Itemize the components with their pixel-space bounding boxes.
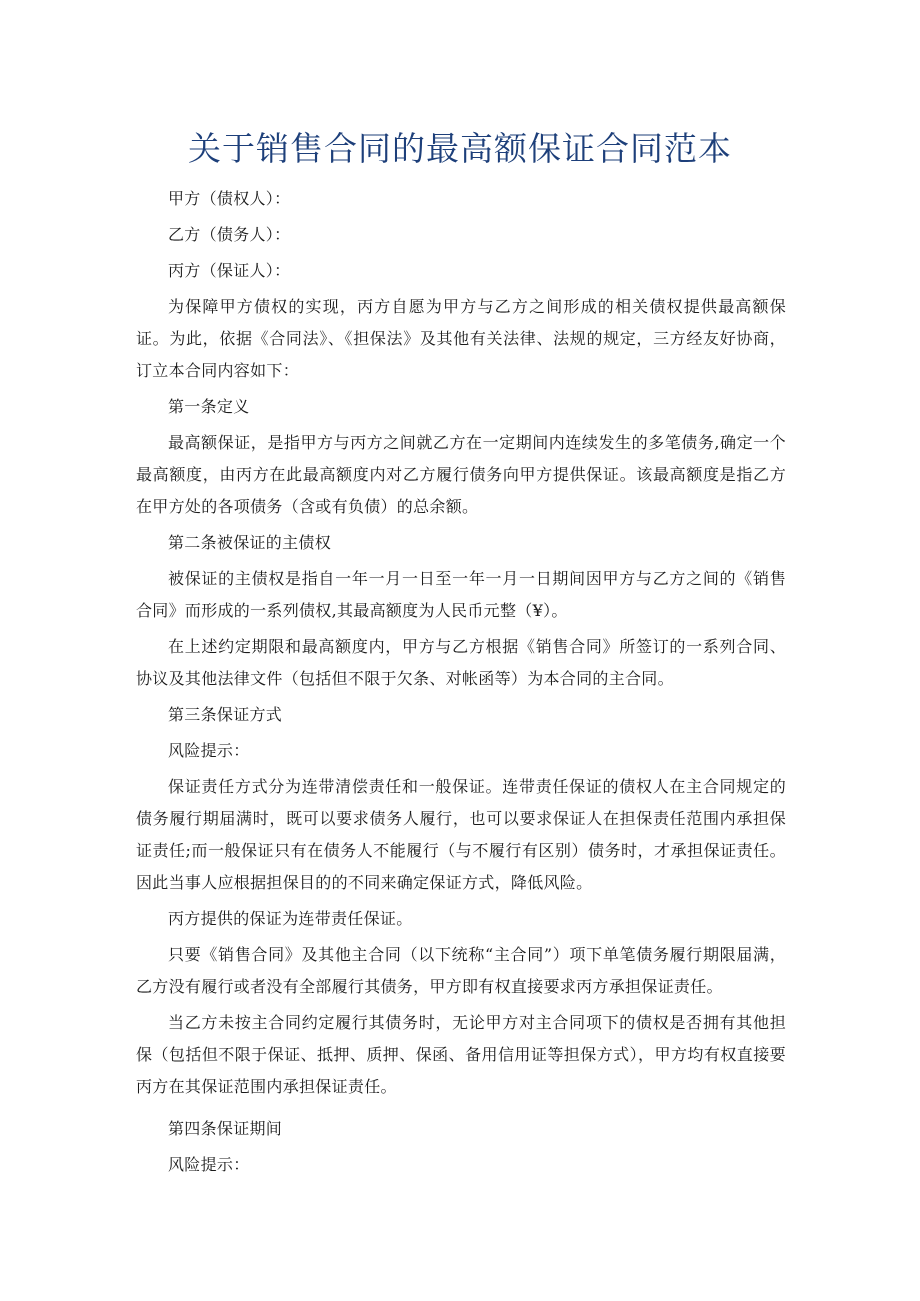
- preamble-paragraph: 为保障甲方债权的实现，丙方自愿为甲方与乙方之间形成的相关债权提供最高额保证。为此，依据《合同法》、《担保法》及其他有关法律、法规的规定，三方经友好协商，订立本合同内容如下：: [136, 297, 786, 380]
- article-3-paragraph-3: 当乙方未按主合同约定履行其债务时，无论甲方对主合同项下的债权是否拥有其他担保（包括但不限于保证、抵押、质押、保函、备用信用证等担保方式），甲方均有权直接要丙方在其保证范围内承担保证责任。: [136, 1013, 786, 1096]
- article-2-heading: 第二条被保证的主债权: [168, 533, 332, 552]
- article-4-heading: 第四条保证期间: [168, 1119, 283, 1138]
- risk-notice-label: 风险提示：: [168, 741, 250, 760]
- document-title: 关于销售合同的最高额保证合同范本: [188, 129, 732, 168]
- article-2-paragraph-2: 在上述约定期限和最高额度内，甲方与乙方根据《销售合同》所签订的一系列合同、协议及其他法律文件（包括但不限于欠条、对帐函等）为本合同的主合同。: [136, 637, 786, 688]
- risk-notice-label-2: 风险提示：: [168, 1155, 250, 1174]
- article-3-risk-paragraph: 保证责任方式分为连带清偿责任和一般保证。连带责任保证的债权人在主合同规定的债务履行期届满时，既可以要求债务人履行，也可以要求保证人在担保责任范围内承担保证责任;而一般保证只有在债务人不能履行（与不履行有区别）债务时，才承担保证责任。因此当事人应根据担保目的的不同来确定保证方式，降低风险。: [136, 777, 786, 892]
- document-body: [136, 183, 786, 1185]
- party-c-line: 丙方（保证人）：: [168, 261, 291, 280]
- party-a-line: 甲方（债权人）：: [168, 189, 291, 208]
- party-b-line: 乙方（债务人）：: [168, 225, 291, 244]
- article-3-heading: 第三条保证方式: [168, 705, 283, 724]
- article-1-heading: 第一条定义: [168, 397, 250, 416]
- article-2-paragraph-1: 被保证的主债权是指自一年一月一日至一年一月一日期间因甲方与乙方之间的《销售合同》而形成的一系列债权,其最高额度为人民币元整（¥）。: [136, 569, 786, 620]
- article-1-paragraph: 最高额保证，是指甲方与丙方之间就乙方在一定期间内连续发生的多笔债务,确定一个最高额度，由丙方在此最高额度内对乙方履行债务向甲方提供保证。该最高额度是指乙方在甲方处的各项债务（含或有负债）的总余额。: [136, 433, 786, 516]
- article-3-paragraph-2: 只要《销售合同》及其他主合同（以下统称“主合同”）项下单笔债务履行期限届满，乙方没有履行或者没有全部履行其债务，甲方即有权直接要求丙方承担保证责任。: [136, 945, 786, 996]
- article-3-paragraph-1: 丙方提供的保证为连带责任保证。: [168, 909, 413, 928]
